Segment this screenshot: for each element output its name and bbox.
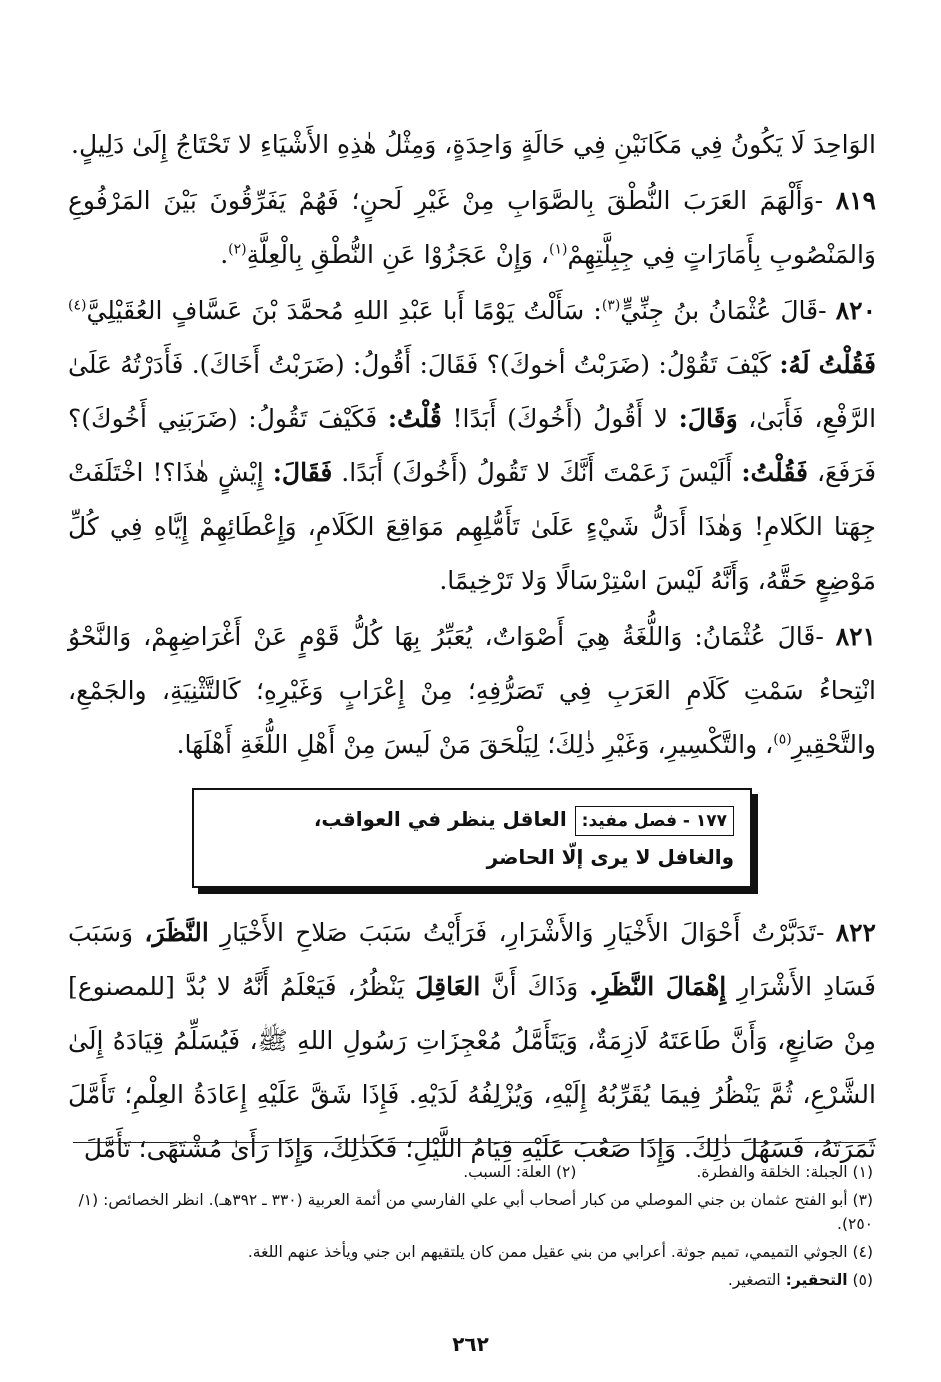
chapter-title-line-2: والغافل لا يرى إلّا الحاضر bbox=[486, 845, 734, 869]
footnote-text: التصغير. bbox=[727, 1271, 781, 1289]
chapter-title-line-1 bbox=[210, 800, 734, 838]
emphasis-text: العَاقِلَ bbox=[415, 972, 481, 1001]
footnote-text: الجبلة: الخلقة والفطرة. bbox=[696, 1163, 848, 1181]
paragraph-text: لا أَقُولُ (أَخُوكَ) أَبَدًا! bbox=[452, 404, 668, 433]
footnote-text: العلة: السبب. bbox=[463, 1163, 551, 1181]
paragraph-text: وَذَاكَ أَنَّ bbox=[491, 972, 579, 1001]
footnote-ref-5[interactable]: (٥) bbox=[773, 731, 792, 748]
paragraph-number: ٨٢٢ bbox=[835, 918, 876, 947]
paragraph-821 bbox=[68, 610, 876, 772]
paragraph-text: أَلَيْسَ زَعَمْتَ أَنَّكَ لا تَقُولُ (أَخُوكَ) أَبَدًا. bbox=[341, 458, 733, 487]
footnote-mark: (١) bbox=[852, 1163, 873, 1181]
footnote-term: التحقير: bbox=[785, 1271, 848, 1289]
paragraph-number: ٨٢١ bbox=[835, 622, 876, 651]
footnote-3 bbox=[67, 1188, 873, 1236]
paragraph-818-end bbox=[68, 118, 876, 172]
footnote-ref-3[interactable]: (٣) bbox=[601, 297, 621, 314]
paragraph-text: وَسَبَبَ فَسَادِ الأَشْرَارِ bbox=[68, 918, 876, 1001]
paragraph-text: -تَدَبَّرْتُ أَحْوَالَ الأَخْيَارِ وَالأَشْرَارِ، فَرَأَيْتُ سَبَبَ صَلاحِ الأَخْيَارِ bbox=[220, 918, 825, 947]
footnote-mark: (٤) bbox=[852, 1243, 873, 1261]
paragraph-text: كَيْفَ تَقُوْلُ: (ضَرَبْتُ أخوكَ)؟ فَقَالَ: أَقُولُ: (ضَرَبْتُ أَخَاكَ). فَأَدَرْتُهُ عَلَىٰ الرَّفْعِ، فَأَبَىٰ، bbox=[68, 350, 877, 433]
paragraph-text: الوَاحِدَ لَا يَكُونُ فِي مَكَانَيْنِ فِي حَالَةٍ وَاحِدَةٍ، وَمِثْلُ هٰذِهِ الأَشْيَاءِ لا تَحْتَاجُ إِلَىٰ دَلِيلٍ. bbox=[71, 130, 876, 159]
paragraph-text: -قَالَ عُثْمَانُ: وَاللُّغَةُ هِيَ أَصْوَاتٌ، يُعَبِّرُ بِهَا كُلُّ قَوْمٍ عَنْ أَغْرَاضِهِمْ، وَالنَّحْوُ انْتِحاءُ سَمْتِ كَلَامِ العَرَبِ فِي تَصَرُّفِهِ؛ مِنْ إِعْرَابٍ وَغَيْرِهِ؛ كَالتَّثْنِيَةِ، والجَمْعِ، والتَّحْقِيرِ bbox=[68, 622, 876, 759]
paragraph-text: . bbox=[220, 240, 229, 269]
emphasis-text: فَقَالَ: bbox=[272, 458, 333, 487]
emphasis-text: فَقُلْتُ: bbox=[741, 458, 808, 487]
paragraph-text: ، والتَّكْسِيرِ، وَغَيْرِ ذٰلِكَ؛ لِيَلْحَقَ مَنْ لَيسَ مِنْ أَهْلِ اللُّغَةِ أَهْلَهَا. bbox=[176, 730, 774, 759]
paragraph-text: ، وَإِنْ عَجَزُوْا عَنِ النُّطْقِ بِالْعِلَّةِ bbox=[246, 240, 550, 269]
paragraph-819 bbox=[68, 174, 876, 282]
paragraph-text: فَكَيْفَ تَقُولُ: (ضَرَبَنِي أَخُوكَ)؟ فَرَفَعَ، bbox=[68, 404, 877, 487]
emphasis-text: فَقُلْتُ لَهُ: bbox=[779, 350, 877, 379]
paragraph-text: يَنْظُرُ، فَيَعْلَمُ أَنَّهُ لا بُدَّ [للمصنوع] مِنْ صَانِعٍ، وَأَنَّ طَاعَتَهُ لَازِمَةٌ، وَيَتَأَمَّلُ مُعْجِزَاتِ رَسُولِ اللهِ ﷺ، فَيُسَلِّمُ قِيَادَهُ إِلَىٰ الشَّرْعِ، ثُمَّ يَنْظُرُ فِيمَا يُقَرِّبُهُ إِلَيْهِ، وَيُزْلِفُهُ لَدَيْهِ. فَإِذَا شَقَّ عَلَيْهِ إِعَادَةُ العِلْمِ؛ تَأَمَّلَ ثَمَرَتَهُ، فَسَهُلَ ذٰلِكَ. وَإِذَا صَعُبَ عَلَيْهِ قِيَامُ اللَّيْلِ؛ فَكَذٰلِكَ، وَإِذَا رَأَىٰ مُشْتَهًى؛ تَأَمَّلَ bbox=[68, 972, 876, 1163]
page-number: ٢٦٢ bbox=[452, 1332, 489, 1356]
emphasis-text: وَقَالَ: bbox=[678, 404, 738, 433]
footnote-4 bbox=[67, 1240, 873, 1264]
emphasis-text: النَّظَرَ، bbox=[144, 918, 209, 947]
chapter-label: ١٧٧ - فصل مفيد: bbox=[575, 806, 734, 836]
footnote-2 bbox=[463, 1160, 576, 1184]
paragraph-text: : سَأَلْتُ يَوْمًا أَبا عَبْدِ اللهِ مُحمَّدَ بْنَ عَسَّافٍ العُقَيْلِيَّ bbox=[86, 296, 602, 325]
footnote-mark: (٥) bbox=[852, 1271, 873, 1289]
footnote-mark: (٢) bbox=[555, 1163, 577, 1181]
footnote-divider bbox=[73, 1142, 873, 1143]
paragraph-822 bbox=[68, 906, 876, 1176]
footnote-row bbox=[67, 1160, 873, 1188]
footnote-text: الجوثي التميمي، تميم جوثة. أعرابي من بني عقيل ممن كان يلتقيهم ابن جني ويأخذ عنهم اللغة. bbox=[247, 1243, 848, 1261]
page-body bbox=[68, 118, 876, 1178]
paragraph-820 bbox=[68, 284, 876, 608]
paragraph-text: إِيْشٍ هٰذَا؟! اخْتَلَفَتْ جِهَتا الكَلامِ! وَهٰذَا أَدَلُّ شَيْءٍ عَلَىٰ تَأَمُّلِهِم مَوَاقِعَ الكَلَامِ، وَإِعْطَائِهِمْ إِيَّاهِ فِي كُلِّ مَوْضِعٍ حَقَّهُ، وَأَنَّهُ لَيْسَ اسْتِرْسَالًا وَلا تَرْخِيمًا. bbox=[68, 458, 876, 595]
footnote-ref-2[interactable]: (٢) bbox=[228, 241, 247, 258]
footnote-ref-4[interactable]: (٤) bbox=[68, 297, 87, 314]
paragraph-text: -وَأَلْهَمَ العَرَبَ النُّطْقَ بِالصَّوَابِ مِنْ غَيْرِ لَحنٍ؛ فَهُمْ يَفَرِّقُونَ بَيْنَ المَرْفُوعِ وَالمَنْصُوبِ بِأَمَارَاتٍ فِي جِبِلَّتِهِمْ bbox=[68, 186, 876, 269]
paragraph-number: ٨١٩ bbox=[835, 186, 876, 215]
footnote-mark: (٣) bbox=[852, 1191, 873, 1209]
footnote-text: أبو الفتح عثمان بن جني الموصلي من كبار أصحاب أبي علي الفارسي من أئمة العربية (٣٣٠ ـ ٣٩٢هـ). انظر الخصائص: (١/ ٢٥٠). bbox=[78, 1191, 873, 1233]
footnotes bbox=[67, 1160, 873, 1296]
footnote-1 bbox=[696, 1160, 873, 1184]
paragraph-number: ٨٢٠ bbox=[835, 296, 877, 325]
chapter-title: العاقل ينظر في العواقب، bbox=[313, 807, 567, 831]
paragraph-text: -قَالَ عُثْمَانُ بنُ جِنِّيٍّ bbox=[620, 296, 827, 325]
emphasis-text: إِهْمَالَ النَّظَرِ. bbox=[589, 972, 727, 1001]
footnote-5 bbox=[67, 1268, 873, 1292]
chapter-heading-box bbox=[192, 788, 752, 888]
emphasis-text: قُلْتُ: bbox=[387, 404, 442, 433]
footnote-ref-1[interactable]: (١) bbox=[549, 241, 568, 258]
